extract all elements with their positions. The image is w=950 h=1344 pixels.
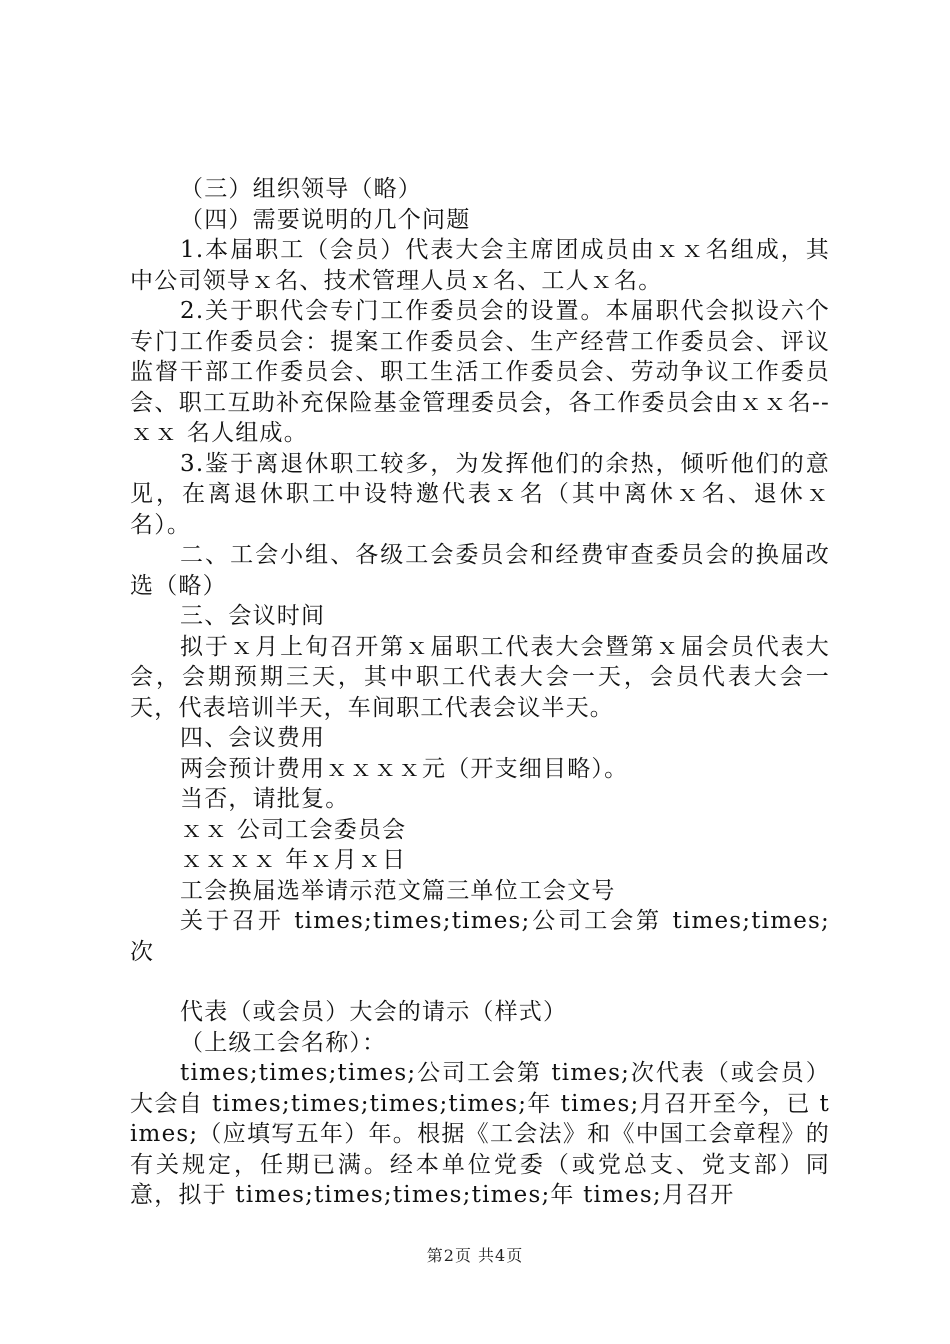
- paragraph-signature-org: ｘｘ 公司工会委员会: [180, 816, 407, 843]
- paragraph-item-1: 1.本届职工（会员）代表大会主席团成员由ｘｘ名组成，其中公司领导ｘ名、技术管理人员ｘ名、工人ｘ名。: [130, 237, 830, 294]
- paragraph-budget: 两会预计费用ｘｘｘｘ元（开支细目略）。: [180, 755, 629, 782]
- paragraph-request-body: times;times;times;公司工会第 times;次代表（或会员）大会自 times;times;times;times;年 times;月召开至今，已 times;（应填写五年）年。根据《工会法》和《中国工会章程》的有关规定，任期已满。经本单位党委（或党总支、党支部）同意，拟于 times;times;times;times;年 times;月召开: [130, 1060, 830, 1208]
- paragraph-section-2: 二、工会小组、各级工会委员会和经费审查委员会的换届改选（略）: [130, 542, 830, 599]
- document-body: [130, 174, 830, 1211]
- page-number-footer: 第2页 共4页: [426, 1246, 524, 1265]
- paragraph-section-4-heading: 四、会议费用: [180, 725, 326, 751]
- paragraph-addressee: （上级工会名称）：: [180, 1029, 387, 1056]
- paragraph-sample-3-title: 工会换届选举请示范文篇三单位工会文号: [180, 877, 616, 904]
- paragraph-request-approval: 当否，请批复。: [180, 786, 350, 812]
- paragraph-signature-date: ｘｘｘｘ 年ｘ月ｘ日: [180, 847, 407, 873]
- paragraph-item-3: 3.鉴于离退休职工较多，为发挥他们的余热，倾听他们的意见，在离退休职工中设特邀代表ｘ名（其中离休ｘ名、退休ｘ名）。: [130, 450, 830, 538]
- blank-line: [130, 967, 830, 997]
- paragraph-section-3-heading: 三、会议时间: [180, 603, 326, 629]
- paragraph-request-title-2: 代表（或会员）大会的请示（样式）: [180, 999, 568, 1025]
- paragraph-request-title-1: 关于召开 times;times;times;公司工会第 times;times;次: [130, 908, 830, 965]
- paragraph-meeting-time: 拟于ｘ月上旬召开第ｘ届职工代表大会暨第ｘ届会员代表大会，会期预期三天，其中职工代表大会一天，会员代表大会一天，代表培训半天，车间职工代表会议半天。: [130, 633, 830, 721]
- paragraph-organization: （三）组织领导（略）: [180, 176, 422, 202]
- paragraph-issues-heading: （四）需要说明的几个问题: [180, 206, 471, 233]
- paragraph-item-2: 2.关于职代会专门工作委员会的设置。本届职代会拟设六个专门工作委员会：提案工作委员会、生产经营工作委员会、评议监督干部工作委员会、职工生活工作委员会、劳动争议工作委员会、职工互助补充保险基金管理委员会，各工作委员会由ｘｘ名--ｘｘ 名人组成。: [130, 298, 830, 446]
